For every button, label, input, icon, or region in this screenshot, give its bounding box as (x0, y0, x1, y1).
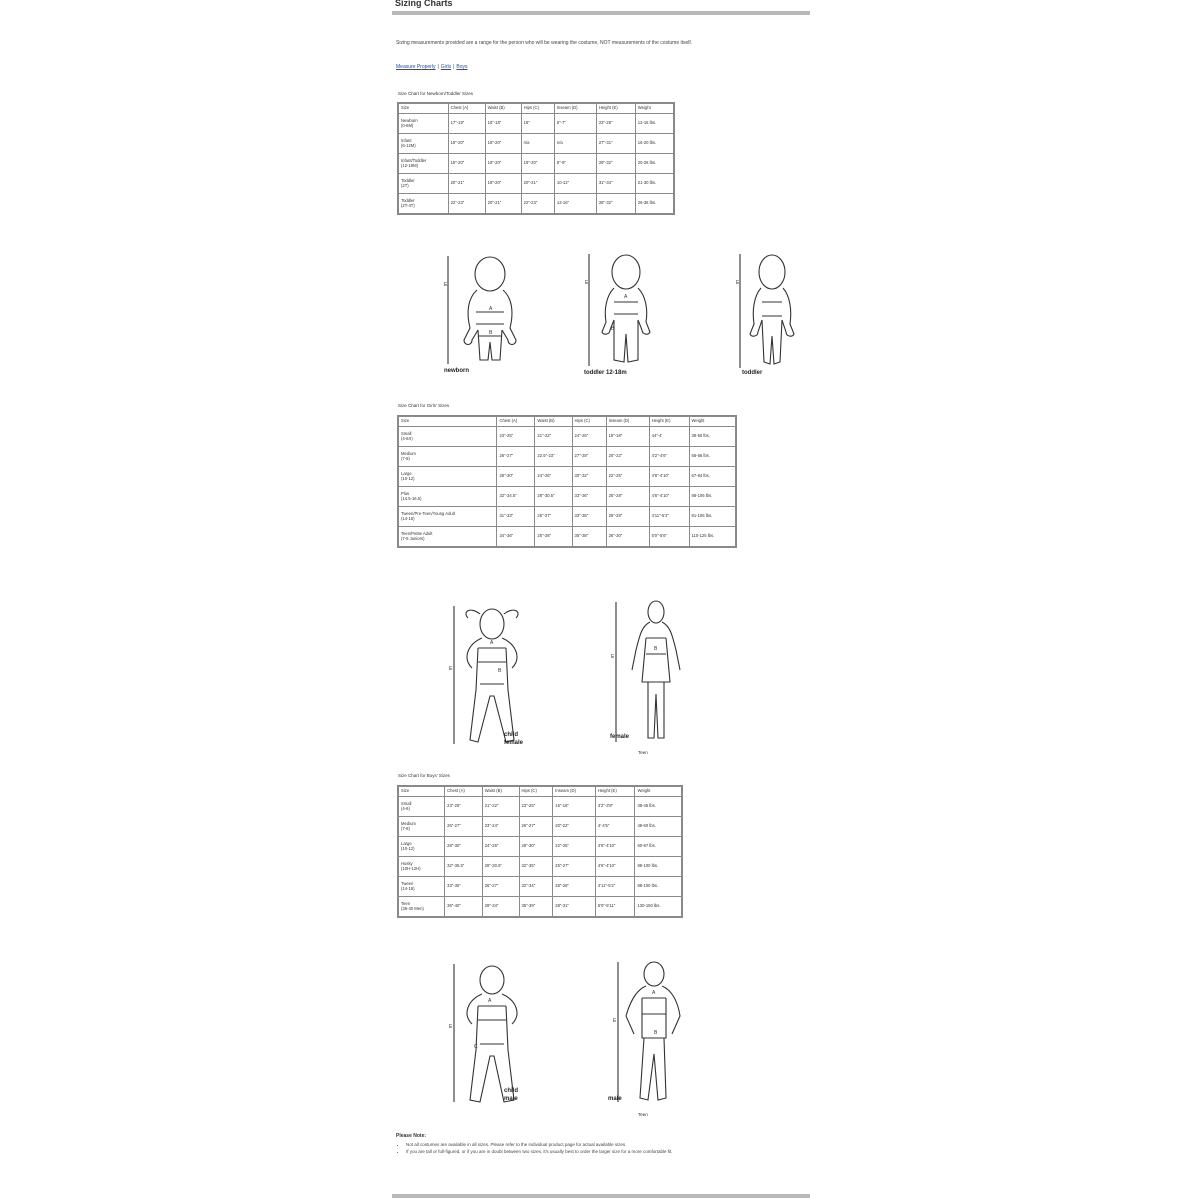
svg-text:E: E (736, 280, 740, 286)
table-cell: 24"-26" (482, 837, 519, 857)
table-cell: 28"-30" (497, 467, 535, 487)
table-cell: 18"-20" (485, 134, 521, 154)
table-cell: 56-66 lbs. (689, 447, 735, 467)
page-title: Sizing Charts (395, 0, 453, 8)
table-cell: 26"-27" (445, 817, 483, 837)
table-cell: 25"-27" (553, 857, 596, 877)
table-cell: n/a (521, 134, 554, 154)
size-name-cell: Infant (6-12M) (399, 134, 449, 154)
girls-size-table (398, 416, 736, 547)
table-cell: 33"-36" (572, 487, 606, 507)
toddler-12-18-label: toddler 12-18m (584, 370, 627, 376)
child-male-figure-icon (448, 960, 532, 1110)
size-name-cell: Toddler (2T) (399, 174, 449, 194)
table-cell: 26-36 lbs. (635, 194, 673, 214)
table-cell: 19"-20" (448, 154, 485, 174)
table-cell: 20"-22" (606, 447, 649, 467)
table-cell: 35"-38" (572, 527, 606, 547)
table-cell: 17"-19" (448, 114, 485, 134)
table-cell: 3'2"-3'8" (595, 797, 635, 817)
teen-male-label: male (608, 1096, 622, 1102)
table-cell: 26"-28" (606, 507, 649, 527)
table-cell: 34"-36" (497, 527, 535, 547)
table-cell: 19"-20" (521, 154, 554, 174)
figure-toddler (736, 250, 806, 374)
table-cell: 27"-31" (596, 134, 635, 154)
size-name-cell: Tween/Pre-Teen/Young Adult (14-16) (399, 507, 497, 527)
table-cell: 32"-34.5" (497, 487, 535, 507)
figure-teen-male (608, 958, 686, 1117)
note-item: • Not all costumes are available in all sizes. Please refer to the individual product page for actual available sizes. (406, 1142, 812, 1148)
table-cell: 20"-21" (448, 174, 485, 194)
table-header-cell: Size (399, 787, 445, 797)
table-cell: 24"-26" (535, 467, 572, 487)
table-header-row (399, 417, 736, 427)
table-cell: 28"-32" (596, 194, 635, 214)
table-cell: 20"-21" (521, 174, 554, 194)
table-cell: 18" (521, 114, 554, 134)
size-name-cell: Medium (7-8) (399, 817, 445, 837)
table-cell: 4'11"-5'2" (649, 507, 689, 527)
table-header-cell: Chest (A) (445, 787, 483, 797)
table-cell: 5'0"-5'11" (595, 897, 635, 917)
table-header-cell: Size (399, 417, 497, 427)
table-cell: 38-45 lbs. (635, 797, 682, 817)
table-cell: 130-150 lbs. (635, 897, 682, 917)
table-cell: 16"-18" (485, 114, 521, 134)
table-cell: 28"-30.5" (535, 487, 572, 507)
figure-child-female (448, 600, 532, 750)
table-cell: 21"-22" (482, 797, 519, 817)
table-header-row (399, 104, 674, 114)
table-row (399, 487, 736, 507)
table-cell: 12-16 lbs. (635, 114, 673, 134)
table-cell: 22"-23" (521, 194, 554, 214)
size-name-cell: Medium (7-8) (399, 447, 497, 467)
newborn-figure-icon (442, 252, 522, 372)
boys-link[interactable]: Boys (456, 64, 468, 70)
table-cell: 33"-35" (572, 507, 606, 527)
size-name-cell: Plus (14.5-16.5) (399, 487, 497, 507)
svg-text:A: A (490, 640, 494, 646)
table-cell: 4'6"-4'10" (595, 837, 635, 857)
table-cell: 30"-32" (572, 467, 606, 487)
table-cell: 23"-24" (482, 817, 519, 837)
title-divider (392, 11, 810, 15)
size-name-cell: Husky (10H-12H) (399, 857, 445, 877)
svg-text:B: B (654, 1030, 658, 1036)
table-header-cell: Hips (C) (521, 104, 554, 114)
table-row (399, 114, 674, 134)
toddler-figure-icon (736, 250, 806, 374)
svg-text:E: E (611, 654, 615, 660)
svg-text:A: A (652, 990, 656, 996)
size-name-cell: Teen (36-40 Men) (399, 897, 445, 917)
table-row (399, 194, 674, 214)
table-cell: 31"-33" (497, 507, 535, 527)
table-cell: 16-20 lbs. (635, 134, 673, 154)
figure-child-male (448, 960, 532, 1110)
table-cell: 25"-28" (535, 527, 572, 547)
teen-male-figure-icon (612, 958, 686, 1108)
table-cell: 10-12" (554, 174, 596, 194)
table-header-cell: Waist (B) (485, 104, 521, 114)
table-cell: 12-16" (554, 194, 596, 214)
table-cell: 23"-25" (519, 797, 553, 817)
table-row (399, 857, 682, 877)
table-cell: 26"-27" (482, 877, 519, 897)
table-cell: 31"-34" (596, 174, 635, 194)
svg-text:A: A (488, 998, 492, 1004)
table-cell: 20-26 lbs. (635, 154, 673, 174)
svg-text:E: E (585, 280, 589, 286)
table-cell: 28"-31" (553, 897, 596, 917)
svg-text:B: B (611, 326, 615, 332)
size-name-cell: Small (4-6X) (399, 427, 497, 447)
intro-text: Sizing measurements provided are a range for the person who will be wearing the costume, NOT measurements of the costume itself. (396, 40, 693, 46)
table-header-cell: Hips (C) (519, 787, 553, 797)
notes-heading: Please Note: (396, 1133, 427, 1139)
table-cell: 4'6"-4'10" (649, 467, 689, 487)
table-row (399, 427, 736, 447)
table-header-cell: Weight (635, 104, 673, 114)
table-cell: 32"-35" (519, 857, 553, 877)
table-cell: 35"-39" (519, 897, 553, 917)
table-cell: 22"-25" (553, 837, 596, 857)
table-cell: 4'6"-4'10" (595, 857, 635, 877)
table-cell: 24"-26" (572, 427, 606, 447)
table-cell: 44"-4' (649, 427, 689, 447)
notes-list (400, 1142, 812, 1155)
table-cell: 20"-21" (485, 194, 521, 214)
boys-size-table (398, 786, 682, 917)
boys-chart-caption: Size Chart for Boys' Sizes (398, 773, 450, 778)
table-cell: 22.5"-23" (535, 447, 572, 467)
table-row (399, 897, 682, 917)
table-cell: 23"-25" (497, 427, 535, 447)
teen-female-figure-icon (610, 598, 684, 748)
table-header-cell: Height (E) (649, 417, 689, 427)
table-cell: 88-100 lbs. (635, 857, 682, 877)
table-cell: 26"-27" (497, 447, 535, 467)
toddler-label: toddler (742, 370, 763, 376)
table-header-cell: Chest (A) (448, 104, 485, 114)
table-cell: 4'-4'5" (595, 817, 635, 837)
table-cell: 23"-25" (445, 797, 483, 817)
table-cell: 26"-28" (553, 877, 596, 897)
table-cell: 26"-27" (519, 817, 553, 837)
table-cell: 16"-18" (553, 797, 596, 817)
size-name-cell: Toddler (2T-4T) (399, 194, 449, 214)
table-cell: 48-60 lbs. (635, 817, 682, 837)
table-cell: 21"-22" (535, 427, 572, 447)
table-cell: 33"-35" (445, 877, 483, 897)
table-cell: 32"-35.5" (445, 857, 483, 877)
table-cell: 19"-20" (485, 174, 521, 194)
table-cell: 5'0"-5'6" (649, 527, 689, 547)
table-cell: 26"-30" (606, 527, 649, 547)
figure-newborn (442, 252, 522, 372)
size-name-cell: Teen/Petite Adult (7-9 Juniors) (399, 527, 497, 547)
table-cell: 22"-25" (606, 467, 649, 487)
infant-chart-caption: Size Chart for Newborn/Toddler Sizes (398, 91, 474, 96)
size-name-cell: Large (10-12) (399, 467, 497, 487)
table-cell: 16"-18" (606, 427, 649, 447)
teen-female-sub: Teen (638, 750, 648, 755)
figure-teen-female (610, 598, 684, 755)
table-cell: 4'6"-4'10" (649, 487, 689, 507)
child-male-label: child (504, 1088, 519, 1094)
table-header-cell: Waist (B) (535, 417, 572, 427)
teen-male-sub: Teen (638, 1112, 648, 1117)
girls-link[interactable]: Girls (440, 64, 452, 70)
table-cell: 88-106 lbs. (689, 487, 735, 507)
table-cell: 25"-28" (606, 487, 649, 507)
table-cell: 29"-30.5" (482, 857, 519, 877)
table-cell: 27"-28" (572, 447, 606, 467)
svg-text:E: E (444, 282, 448, 288)
table-row (399, 447, 736, 467)
table-cell: 88-100 lbs. (635, 877, 682, 897)
table-header-cell: Size (399, 104, 449, 114)
table-cell: 110-125 lbs. (689, 527, 735, 547)
table-cell: 21-30 lbs. (635, 174, 673, 194)
table-cell: n/a (554, 134, 596, 154)
table-cell: 18"-20" (485, 154, 521, 174)
table-cell: 8"-9" (554, 154, 596, 174)
table-row (399, 837, 682, 857)
svg-text:B: B (489, 330, 493, 336)
table-cell: 32"-34" (519, 877, 553, 897)
svg-text:A: A (624, 294, 628, 300)
table-row (399, 507, 736, 527)
svg-text:E: E (449, 1024, 453, 1030)
table-cell: 23"-26" (596, 114, 635, 134)
child-female-label: child (504, 732, 519, 738)
table-cell: 6"-7" (554, 114, 596, 134)
newborn-label: newborn (444, 368, 469, 374)
svg-text:E: E (613, 1018, 617, 1024)
table-cell: 29"-32" (596, 154, 635, 174)
table-header-cell: Height (E) (596, 104, 635, 114)
section-links: Measure Properly | Girls | Boys (396, 64, 468, 70)
table-cell: 4'11"-5'2" (595, 877, 635, 897)
table-header-cell: Height (E) (595, 787, 635, 797)
girls-chart-caption: Size Chart for Girls' Sizes (398, 403, 450, 408)
size-name-cell: Newborn (0-6M) (399, 114, 449, 134)
table-cell: 22"-23" (448, 194, 485, 214)
table-row (399, 174, 674, 194)
table-header-row (399, 787, 682, 797)
teen-female-label: female (610, 734, 630, 740)
table-row (399, 467, 736, 487)
svg-text:B: B (498, 668, 502, 674)
sizing-page (392, 0, 810, 1200)
table-cell: 19"-20" (448, 134, 485, 154)
size-name-cell: Infant/Toddler (12-18M) (399, 154, 449, 174)
child-male-sub: male (504, 1096, 518, 1102)
bottom-divider (392, 1194, 810, 1198)
infant-size-table (398, 103, 674, 214)
table-row (399, 797, 682, 817)
size-name-cell: Tween (14-16) (399, 877, 445, 897)
table-row (399, 154, 674, 174)
size-name-cell: Large (10-12) (399, 837, 445, 857)
table-row (399, 817, 682, 837)
table-cell: 38-50 lbs. (689, 427, 735, 447)
table-cell: 28"-30" (445, 837, 483, 857)
table-header-cell: Weight (635, 787, 682, 797)
toddler-12-18-figure-icon (584, 250, 664, 374)
table-row (399, 877, 682, 897)
table-cell: 81-106 lbs. (689, 507, 735, 527)
table-header-cell: Hips (C) (572, 417, 606, 427)
table-header-cell: Inseam (D) (554, 104, 596, 114)
svg-text:E: E (449, 666, 453, 672)
svg-text:C: C (474, 1044, 478, 1050)
table-header-cell: Inseam (D) (606, 417, 649, 427)
table-cell: 29"-34" (482, 897, 519, 917)
figure-toddler-12-18 (584, 250, 664, 374)
table-header-cell: Weight (689, 417, 735, 427)
table-header-cell: Chest (A) (497, 417, 535, 427)
table-cell: 36"-40" (445, 897, 483, 917)
table-cell: 28"-30" (519, 837, 553, 857)
child-female-sub: female (504, 740, 524, 746)
table-cell: 20"-22" (553, 817, 596, 837)
note-item: • If you are tall or full-figured, or if you are in doubt between two sizes, it's usually best to order the larger size for a more comfortable fit. (406, 1149, 812, 1155)
child-female-figure-icon (448, 600, 532, 750)
measure-properly-link[interactable]: Measure Properly (396, 64, 436, 70)
table-row (399, 527, 736, 547)
size-name-cell: Small (4-6) (399, 797, 445, 817)
table-row (399, 134, 674, 154)
table-cell: 67-84 lbs. (689, 467, 735, 487)
table-cell: 4'2"-4'6" (649, 447, 689, 467)
table-cell: 26"-27" (535, 507, 572, 527)
table-header-cell: Inseam (D) (553, 787, 596, 797)
table-header-cell: Waist (B) (482, 787, 519, 797)
table-cell: 60-87 lbs. (635, 837, 682, 857)
svg-text:A: A (489, 306, 493, 312)
svg-text:B: B (654, 646, 658, 652)
